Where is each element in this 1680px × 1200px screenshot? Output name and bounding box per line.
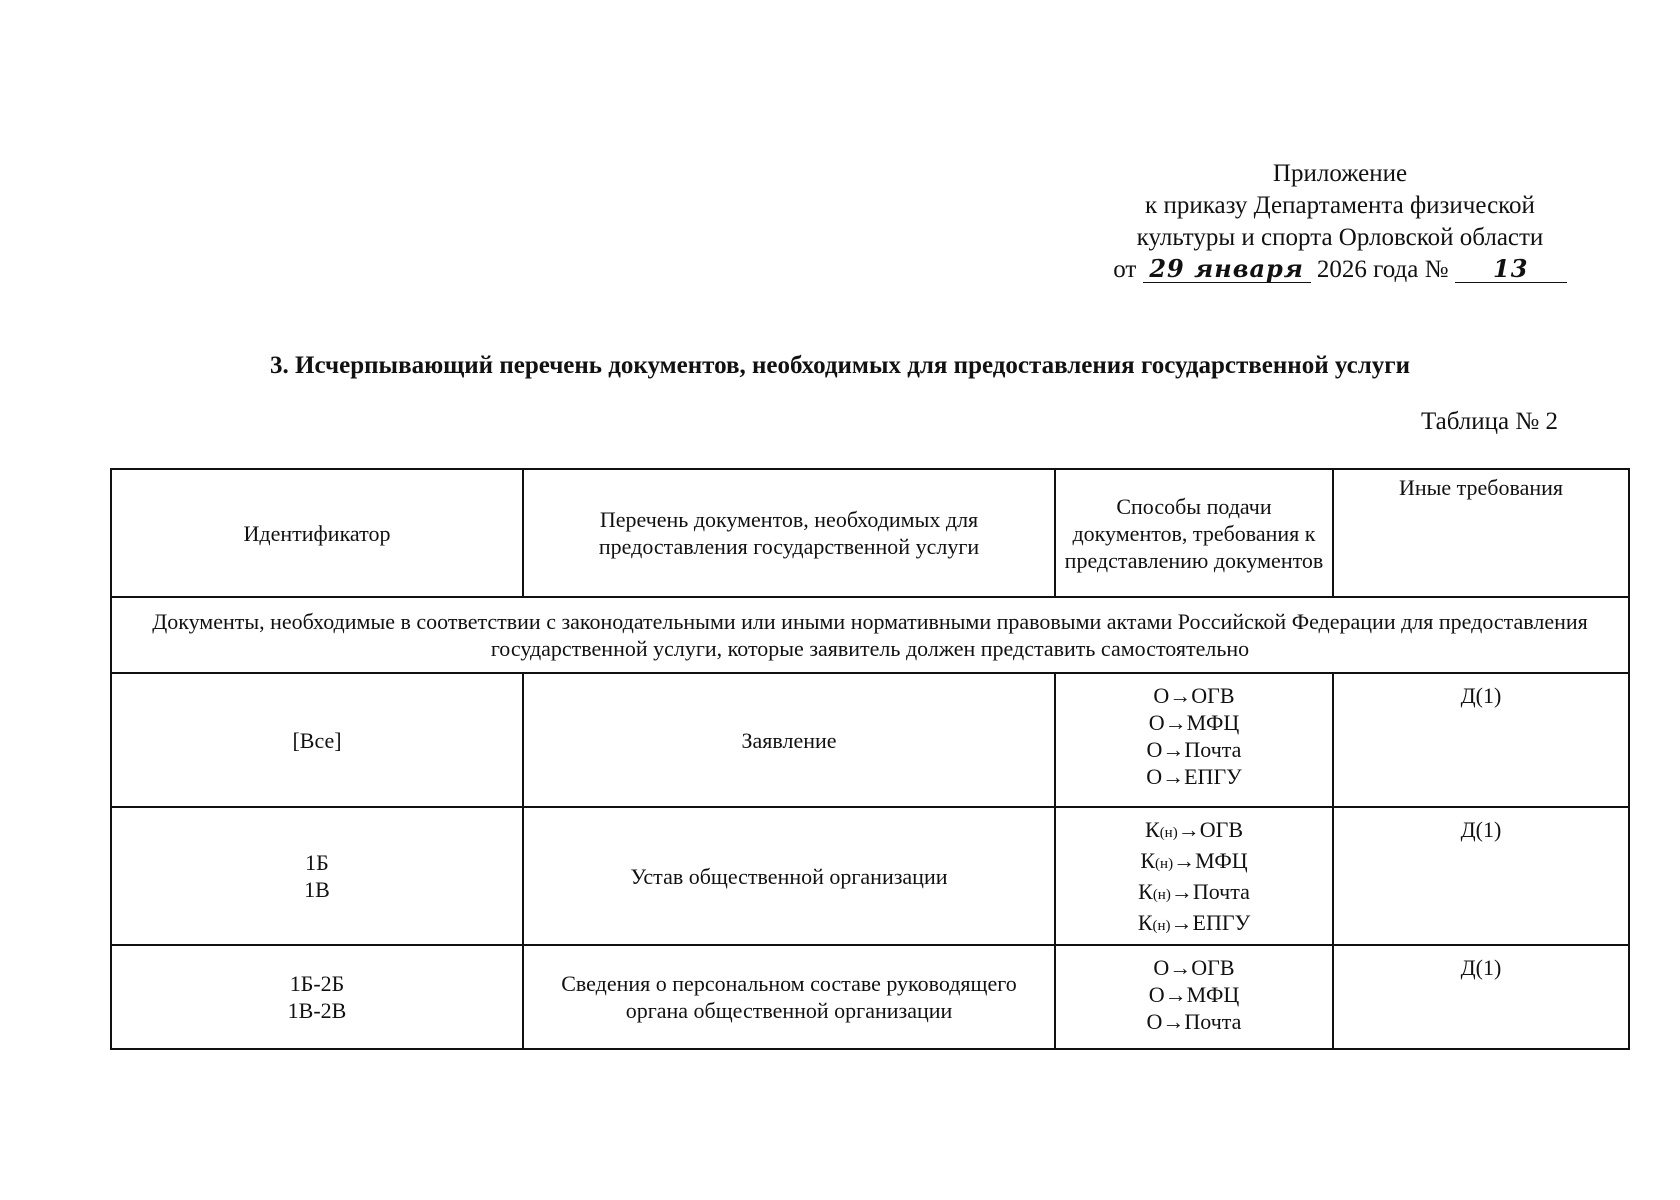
row-methods <box>1055 673 1333 807</box>
method-item: О→ОГВ <box>1153 683 1235 708</box>
method-item <box>1062 847 1326 878</box>
row-document: Сведения о персональном составе руководящего органа общественной организации <box>523 945 1055 1049</box>
table-row <box>111 807 1629 945</box>
row-document: Заявление <box>523 673 1055 807</box>
row-other-requirements: Д(1) <box>1333 945 1629 1049</box>
method-subscript: (н) <box>1155 856 1174 872</box>
method-item: О→МФЦ <box>1148 982 1240 1007</box>
table-row <box>111 945 1629 1049</box>
identifier-value: 1Б-2Б <box>289 971 345 996</box>
table-header-row <box>111 469 1629 597</box>
documents-table <box>110 468 1630 1050</box>
row-identifier <box>111 945 523 1049</box>
method-prefix: К <box>1140 848 1156 873</box>
method-item: О→ЕПГУ <box>1146 764 1242 789</box>
header-documents: Перечень документов, необходимых для предоставления государственной услуги <box>523 469 1055 597</box>
method-prefix: К <box>1137 910 1153 935</box>
method-target: →Почта <box>1170 879 1250 904</box>
appendix-order-line: к приказу Департамента физической <box>1145 192 1535 219</box>
method-item: О→ОГВ <box>1153 955 1235 980</box>
appendix-department-line: культуры и спорта Орловской области <box>1136 224 1544 251</box>
year-number-label: 2026 года № <box>1316 256 1449 283</box>
group-title: Документы, необходимые в соответствии с законодательными или иными нормативными правовыми актами Российской Федерации для предоставления государственной услуги, которые заявитель должен представить самостоятельно <box>111 597 1629 673</box>
appendix-date-line <box>1060 254 1620 286</box>
method-item <box>1062 909 1326 940</box>
method-item <box>1062 816 1326 847</box>
row-identifier <box>111 807 523 945</box>
identifier-value: 1В <box>304 877 330 902</box>
method-prefix: К <box>1145 817 1160 842</box>
table-row <box>111 673 1629 807</box>
header-other-requirements: Иные требования <box>1333 469 1629 597</box>
method-item: О→Почта <box>1146 737 1242 762</box>
date-prefix: от <box>1113 256 1137 283</box>
method-subscript: (н) <box>1152 887 1171 903</box>
method-subscript: (н) <box>1159 825 1178 841</box>
row-other-requirements: Д(1) <box>1333 673 1629 807</box>
method-item: О→МФЦ <box>1148 710 1240 735</box>
method-item: О→Почта <box>1146 1009 1242 1034</box>
row-methods <box>1055 807 1333 945</box>
group-row <box>111 597 1629 673</box>
header-submission-methods: Способы подачи документов, требования к представлению документов <box>1055 469 1333 597</box>
row-identifier <box>111 673 523 807</box>
identifier-value: 1Б <box>305 850 329 875</box>
handwritten-number: 13 <box>1455 256 1567 283</box>
row-other-requirements: Д(1) <box>1333 807 1629 945</box>
section-title: 3. Исчерпывающий перечень документов, необходимых для предоставления государственной услуги <box>270 352 1410 379</box>
identifier-value: 1В-2В <box>287 998 347 1023</box>
method-prefix: К <box>1138 879 1153 904</box>
appendix-block <box>1060 158 1620 286</box>
method-target: →МФЦ <box>1173 848 1248 873</box>
method-item <box>1062 878 1326 909</box>
method-target: →ОГВ <box>1177 817 1243 842</box>
table-label: Таблица № 2 <box>1420 408 1558 435</box>
header-identifier: Идентификатор <box>111 469 523 597</box>
method-subscript: (н) <box>1152 918 1171 934</box>
identifier-value: [Все] <box>292 727 342 753</box>
method-target: →ЕПГУ <box>1170 910 1251 935</box>
handwritten-date: 29 января <box>1143 256 1311 283</box>
appendix-title: Приложение <box>1272 160 1408 187</box>
row-document: Устав общественной организации <box>523 807 1055 945</box>
row-methods <box>1055 945 1333 1049</box>
